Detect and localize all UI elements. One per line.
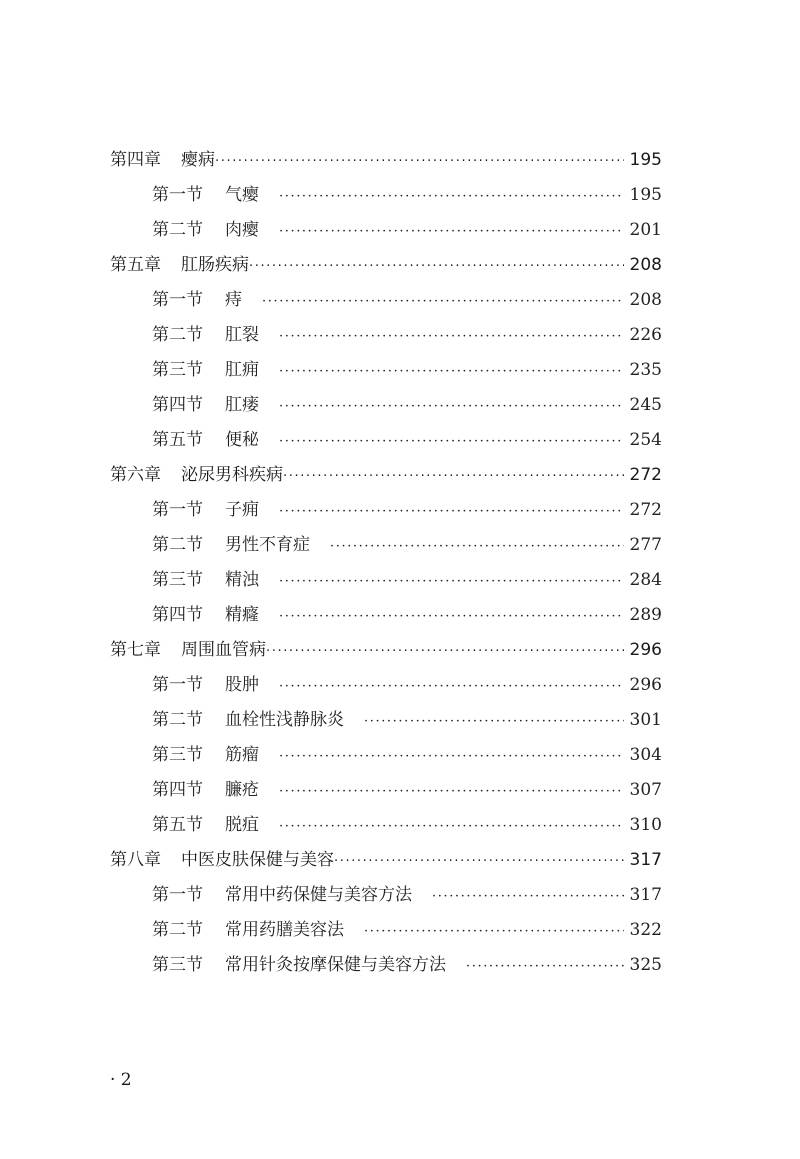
entry-title: 中医皮肤保健与美容 [181,850,334,870]
toc-section-entry [110,356,662,391]
entry-page-number: 289 [629,605,662,625]
toc-section-entry [110,881,662,916]
entry-title: 精癃 [225,605,259,625]
dot-leader [279,393,624,421]
entry-title: 子痈 [225,500,259,520]
entry-number: 第一节 [152,675,203,695]
entry-page-number: 254 [629,430,662,450]
entry-page-number: 301 [629,710,662,730]
toc-section-entry [110,321,662,356]
dot-leader [279,673,624,701]
toc-section-entry [110,391,662,426]
dot-leader [279,183,624,211]
entry-title: 肛瘘 [225,395,259,415]
entry-number: 第一节 [152,185,203,205]
entry-title: 肛痈 [225,360,259,380]
entry-page-number: 317 [629,850,662,870]
entry-page-number: 307 [629,780,662,800]
toc-section-entry [110,671,662,706]
toc-section-entry [110,741,662,776]
dot-leader [279,498,624,526]
dot-leader [262,288,624,316]
entry-number: 第四节 [152,605,203,625]
entry-number: 第二节 [152,325,203,345]
entry-page-number: 235 [629,360,662,380]
entry-number: 第一节 [152,290,203,310]
toc-section-entry [110,811,662,846]
toc-section-entry [110,776,662,811]
dot-leader [364,918,624,946]
entry-page-number: 245 [629,395,662,415]
entry-number: 第三节 [152,955,203,975]
page-number: · 2 [110,1070,132,1090]
entry-number: 第五节 [152,430,203,450]
entry-page-number: 304 [629,745,662,765]
entry-title: 脱疽 [225,815,259,835]
dot-leader [279,568,624,596]
entry-number: 第二节 [152,535,203,555]
entry-page-number: 208 [629,290,662,310]
entry-title: 瘿病 [181,150,215,170]
entry-title: 男性不育症 [225,535,310,555]
entry-page-number: 296 [629,640,662,660]
entry-title: 痔 [225,290,242,310]
entry-title: 肉瘿 [225,220,259,240]
dot-leader [330,533,624,561]
entry-page-number: 272 [629,465,662,485]
entry-number: 第四节 [152,395,203,415]
entry-number: 第四节 [152,780,203,800]
entry-number: 第三节 [152,570,203,590]
entry-number: 第五节 [152,815,203,835]
toc-section-entry [110,426,662,461]
toc-chapter-entry [110,251,662,286]
entry-page-number: 296 [629,675,662,695]
entry-page-number: 317 [629,885,662,905]
entry-number: 第四章 [110,150,161,170]
entry-title: 气瘿 [225,185,259,205]
dot-leader [466,953,624,981]
toc-section-entry [110,601,662,636]
dot-leader [249,253,624,281]
entry-title: 便秘 [225,430,259,450]
toc-section-entry [110,706,662,741]
dot-leader [279,778,624,806]
entry-number: 第二节 [152,920,203,940]
entry-title: 常用药膳美容法 [225,920,344,940]
entry-number: 第三节 [152,360,203,380]
entry-page-number: 272 [629,500,662,520]
dot-leader [279,218,624,246]
toc-section-entry [110,916,662,951]
toc-chapter-entry [110,461,662,496]
entry-title: 臁疮 [225,780,259,800]
entry-number: 第一节 [152,885,203,905]
toc-section-entry [110,531,662,566]
entry-title: 常用中药保健与美容方法 [225,885,412,905]
entry-title: 泌尿男科疾病 [181,465,283,485]
entry-page-number: 284 [629,570,662,590]
dot-leader [364,708,624,736]
entry-number: 第七章 [110,640,161,660]
entry-title: 筋瘤 [225,745,259,765]
entry-page-number: 322 [629,920,662,940]
entry-number: 第八章 [110,850,161,870]
entry-page-number: 325 [629,955,662,975]
toc-section-entry [110,566,662,601]
dot-leader [279,743,624,771]
entry-title: 肛裂 [225,325,259,345]
entry-number: 第一节 [152,500,203,520]
toc-section-entry [110,496,662,531]
toc-section-entry [110,286,662,321]
entry-page-number: 208 [629,255,662,275]
entry-page-number: 277 [629,535,662,555]
dot-leader [279,428,624,456]
dot-leader [279,323,624,351]
dot-leader [432,883,624,911]
entry-title: 精浊 [225,570,259,590]
entry-title: 肛肠疾病 [181,255,249,275]
dot-leader [334,848,624,876]
toc-chapter-entry [110,636,662,671]
entry-title: 股肿 [225,675,259,695]
table-of-contents [110,146,662,986]
entry-title: 常用针灸按摩保健与美容方法 [225,955,446,975]
dot-leader [215,148,624,176]
entry-page-number: 195 [629,150,662,170]
entry-page-number: 195 [629,185,662,205]
toc-chapter-entry [110,146,662,181]
entry-title: 周围血管病 [181,640,266,660]
entry-page-number: 201 [629,220,662,240]
entry-page-number: 226 [629,325,662,345]
dot-leader [279,603,624,631]
entry-title: 血栓性浅静脉炎 [225,710,344,730]
toc-section-entry [110,216,662,251]
dot-leader [283,463,624,491]
entry-page-number: 310 [629,815,662,835]
entry-number: 第二节 [152,710,203,730]
entry-number: 第二节 [152,220,203,240]
toc-section-entry [110,951,662,986]
dot-leader [279,358,624,386]
entry-number: 第三节 [152,745,203,765]
entry-number: 第五章 [110,255,161,275]
toc-section-entry [110,181,662,216]
dot-leader [266,638,624,666]
dot-leader [279,813,624,841]
toc-chapter-entry [110,846,662,881]
entry-number: 第六章 [110,465,161,485]
